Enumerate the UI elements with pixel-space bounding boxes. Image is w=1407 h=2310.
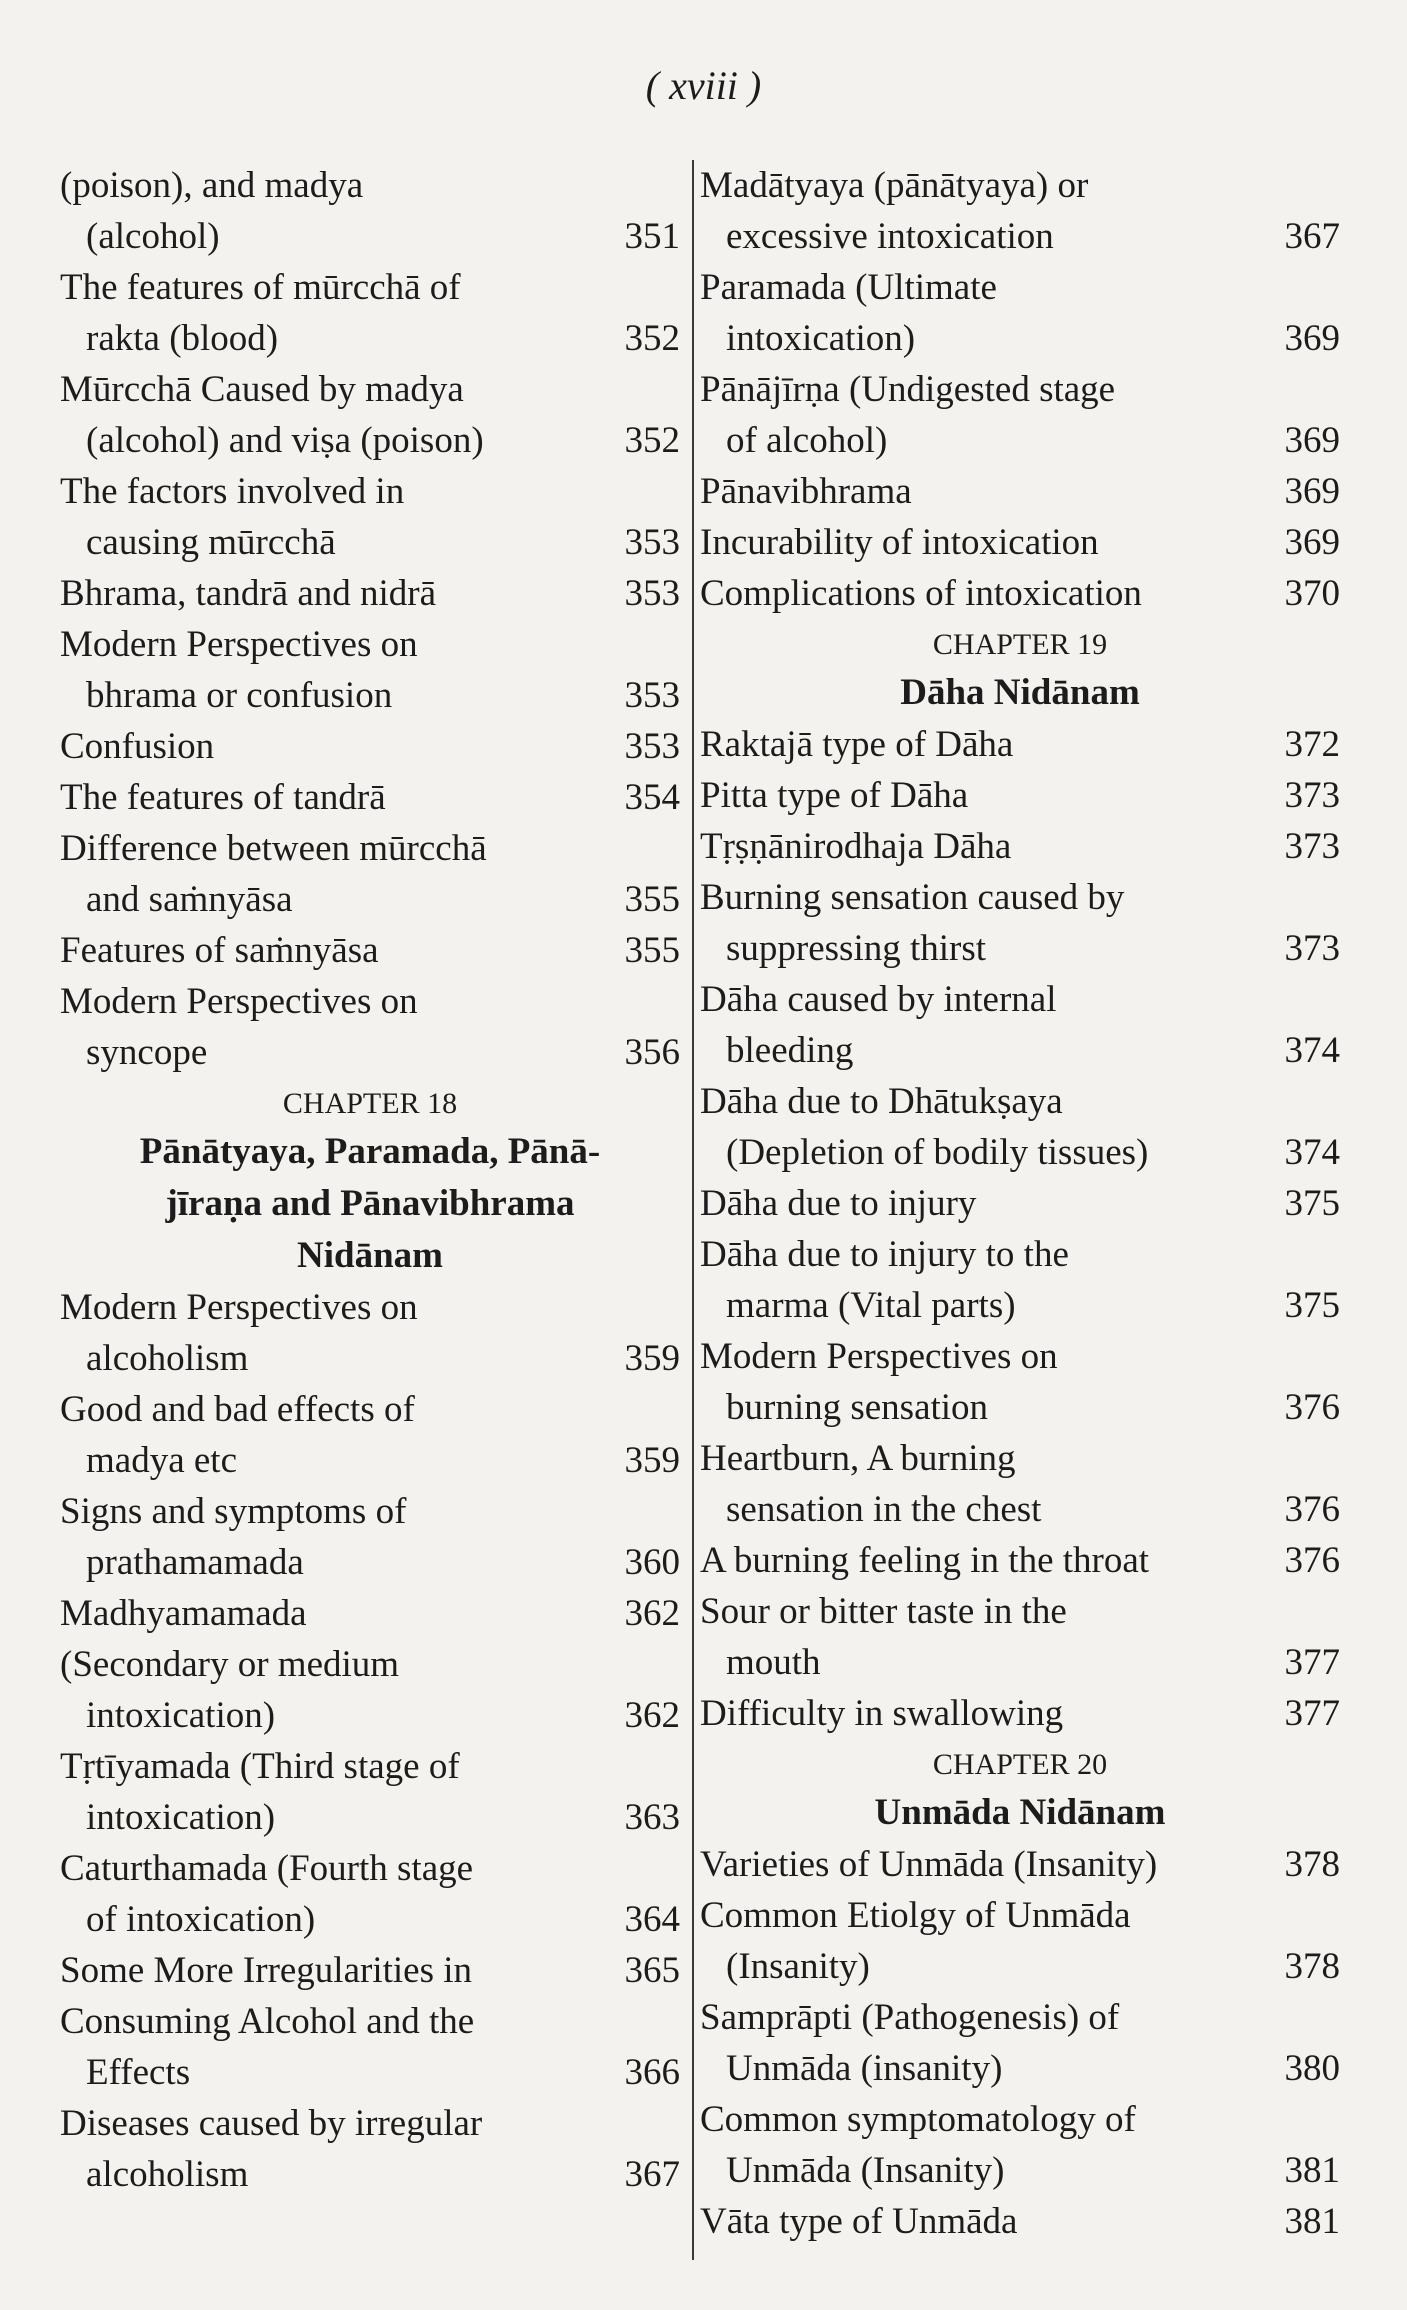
entry-text: A burning feeling in the throat [700, 1540, 1150, 1581]
page-ref: 377 [1284, 1693, 1340, 1734]
entry-text: rakta (blood) [86, 318, 279, 359]
entry-text: The features of tandrā [60, 777, 386, 818]
page-ref: 360 [624, 1542, 680, 1583]
page-ref: 370 [1284, 573, 1340, 614]
entry-text: Samprāpti (Pathogenesis) of [700, 1997, 1120, 2038]
toc-entry [700, 517, 1340, 568]
toc-entry [60, 1996, 680, 2098]
toc-entry [700, 466, 1340, 517]
entry-text: Unmāda (Insanity) [726, 2150, 1005, 2191]
page-ref: 359 [624, 1440, 680, 1481]
left-column [60, 160, 680, 2200]
chapter-title-line: Pānātyaya, Paramada, Pānā- [139, 1131, 601, 1172]
entry-text: Modern Perspectives on [60, 981, 418, 1022]
page-ref: 381 [1284, 2201, 1340, 2242]
toc-entry [60, 619, 680, 721]
right-column [700, 160, 1340, 2247]
entry-text: Mūrcchā Caused by madya [60, 369, 464, 410]
column-divider [692, 160, 694, 2260]
page-ref: 373 [1284, 928, 1340, 969]
page-ref: 381 [1284, 2150, 1340, 2191]
entry-text: Some More Irregularities in [60, 1950, 473, 1991]
entry-text: (poison), and madya [60, 165, 364, 206]
page-ref: 351 [624, 216, 680, 257]
toc-entry [60, 721, 680, 772]
entry-text: intoxication) [86, 1695, 276, 1736]
entry-text: Raktajā type of Dāha [700, 724, 1014, 765]
page-ref: 353 [624, 726, 680, 767]
toc-entry [700, 364, 1340, 466]
page-ref: 366 [624, 2052, 680, 2093]
entry-text: Burning sensation caused by [700, 877, 1125, 918]
toc-entry [60, 466, 680, 568]
entry-text: bleeding [726, 1030, 854, 1071]
entry-text: Dāha caused by internal [700, 979, 1057, 1020]
page-ref: 363 [624, 1797, 680, 1838]
toc-entry [700, 2196, 1340, 2247]
toc-entry [60, 1843, 680, 1945]
entry-text: burning sensation [726, 1387, 989, 1428]
toc-entry [700, 1331, 1340, 1433]
page-ref: 374 [1284, 1132, 1340, 1173]
chapter-label: CHAPTER 19 [932, 628, 1108, 661]
page-ref: 352 [624, 420, 680, 461]
chapter-title: Dāha Nidānam [900, 672, 1140, 713]
page-ref: 365 [624, 1950, 680, 1991]
entry-text: Confusion [60, 726, 215, 767]
entry-text: Caturthamada (Fourth stage [60, 1848, 474, 1889]
entry-text: alcoholism [86, 2154, 249, 2195]
page-ref: 378 [1284, 1946, 1340, 1987]
toc-entry [60, 1741, 680, 1843]
entry-text: (alcohol) and viṣa (poison) [86, 420, 484, 461]
toc-entry [60, 1384, 680, 1486]
toc-entry [60, 823, 680, 925]
entry-text: Difficulty in swallowing [700, 1693, 1064, 1734]
entry-text: The factors involved in [60, 471, 405, 512]
entry-text: bhrama or confusion [86, 675, 393, 716]
page-ref: 354 [624, 777, 680, 818]
entry-text: Good and bad effects of [60, 1389, 415, 1430]
page-ref: 355 [624, 879, 680, 920]
toc-entry [700, 974, 1340, 1076]
page-ref: 352 [624, 318, 680, 359]
toc-entry [700, 2094, 1340, 2196]
page-number: ( xviii ) [645, 63, 762, 108]
toc-entry [700, 1688, 1340, 1739]
entry-text: Madhyamamada [60, 1593, 307, 1634]
page-ref: 377 [1284, 1642, 1340, 1683]
entry-text: Pitta type of Dāha [700, 775, 969, 816]
entry-text: Modern Perspectives on [60, 1287, 418, 1328]
entry-text: causing mūrcchā [86, 522, 336, 563]
entry-text: Common symptomatology of [700, 2099, 1136, 2140]
toc-entry [700, 1433, 1340, 1535]
toc-entry [700, 719, 1340, 770]
toc-entry [60, 160, 680, 262]
page-ref: 380 [1284, 2048, 1340, 2089]
entry-text: Modern Perspectives on [700, 1336, 1058, 1377]
entry-text: Modern Perspectives on [60, 624, 418, 665]
toc-entry [60, 1639, 680, 1741]
toc-entry [700, 770, 1340, 821]
toc-entry [700, 262, 1340, 364]
entry-text: Dāha due to injury to the [700, 1234, 1069, 1275]
entry-text: (alcohol) [86, 216, 220, 257]
toc-entry [700, 1992, 1340, 2094]
entry-text: Diseases caused by irregular [60, 2103, 483, 2144]
toc-entry [60, 1588, 680, 1639]
toc-entry [60, 2098, 680, 2200]
toc-entry [60, 1282, 680, 1384]
entry-text: The features of mūrcchā of [60, 267, 461, 308]
toc-entry [700, 1178, 1340, 1229]
entry-text: Dāha due to Dhātukṣaya [700, 1081, 1063, 1122]
entry-text: Consuming Alcohol and the [60, 2001, 475, 2042]
page-ref: 364 [624, 1899, 680, 1940]
toc-entry [60, 1945, 680, 1996]
entry-text: Difference between mūrcchā [60, 828, 487, 869]
entry-text: alcoholism [86, 1338, 249, 1379]
page-ref: 375 [1284, 1285, 1340, 1326]
entry-text: Incurability of intoxication [700, 522, 1099, 563]
page-ref: 376 [1284, 1540, 1340, 1581]
entry-text: Varieties of Unmāda (Insanity) [700, 1844, 1158, 1885]
toc-entry [60, 925, 680, 976]
entry-text: (Insanity) [726, 1946, 870, 1987]
entry-text: Tṛṣṇānirodhaja Dāha [700, 826, 1012, 867]
entry-text: Dāha due to injury [700, 1183, 977, 1224]
page-ref: 378 [1284, 1844, 1340, 1885]
toc-entry [700, 821, 1340, 872]
chapter-label: CHAPTER 20 [932, 1748, 1108, 1781]
entry-text: prathamamada [86, 1542, 304, 1583]
entry-text: mouth [726, 1642, 821, 1683]
page-ref: 359 [624, 1338, 680, 1379]
page-ref: 374 [1284, 1030, 1340, 1071]
page-ref: 369 [1284, 318, 1340, 359]
page-ref: 376 [1284, 1489, 1340, 1530]
chapter-title: Unmāda Nidānam [874, 1792, 1166, 1833]
page-ref: 355 [624, 930, 680, 971]
entry-text: sensation in the chest [726, 1489, 1042, 1530]
entry-text: of alcohol) [726, 420, 888, 461]
entry-text: of intoxication) [86, 1899, 316, 1940]
toc-entry [700, 160, 1340, 262]
entry-text: Effects [86, 2052, 191, 2093]
entry-text: Features of saṁnyāsa [60, 930, 379, 971]
page-ref: 356 [624, 1032, 680, 1073]
toc-entry [700, 1890, 1340, 1992]
page-ref: 362 [624, 1593, 680, 1634]
entry-text: marma (Vital parts) [726, 1285, 1016, 1326]
chapter-title-line: jīraṇa and Pānavibhrama [165, 1183, 575, 1224]
page-ref: 369 [1284, 420, 1340, 461]
page-ref: 369 [1284, 522, 1340, 563]
page-ref: 369 [1284, 471, 1340, 512]
toc-entry [60, 976, 680, 1078]
entry-text: and saṁnyāsa [86, 879, 293, 920]
page-ref: 373 [1284, 775, 1340, 816]
toc-entry [700, 1535, 1340, 1586]
chapter-label: CHAPTER 18 [282, 1087, 458, 1120]
page-ref: 372 [1284, 724, 1340, 765]
page-ref: 353 [624, 522, 680, 563]
entry-text: madya etc [86, 1440, 237, 1481]
entry-text: Sour or bitter taste in the [700, 1591, 1067, 1632]
entry-text: Bhrama, tandrā and nidrā [60, 573, 437, 614]
entry-text: Madātyaya (pānātyaya) or [700, 165, 1089, 206]
entry-text: Vāta type of Unmāda [700, 2201, 1018, 2242]
entry-text: Pānājīrṇa (Undigested stage [700, 369, 1116, 410]
toc-entry [60, 568, 680, 619]
entry-text: (Secondary or medium [60, 1644, 400, 1685]
entry-text: (Depletion of bodily tissues) [726, 1132, 1149, 1173]
toc-entry [700, 1229, 1340, 1331]
page-ref: 353 [624, 573, 680, 614]
chapter-title [60, 1126, 680, 1282]
entry-text: syncope [86, 1032, 208, 1073]
entry-text: Heartburn, A burning [700, 1438, 1016, 1479]
entry-text: suppressing thirst [726, 928, 987, 969]
page-ref: 367 [1284, 216, 1340, 257]
toc-entry [700, 568, 1340, 619]
entry-text: Common Etiolgy of Unmāda [700, 1895, 1131, 1936]
chapter-title-line: Nidānam [297, 1235, 443, 1276]
page-ref: 373 [1284, 826, 1340, 867]
page-ref: 353 [624, 675, 680, 716]
toc-entry [60, 262, 680, 364]
page-ref: 367 [624, 2154, 680, 2195]
entry-text: Tṛtīyamada (Third stage of [60, 1746, 460, 1787]
toc-entry [700, 1839, 1340, 1890]
page-ref: 375 [1284, 1183, 1340, 1224]
entry-text: intoxication) [86, 1797, 276, 1838]
entry-text: Pānavibhrama [700, 471, 912, 512]
toc-entry [60, 364, 680, 466]
toc-entry [60, 1486, 680, 1588]
entry-text: Unmāda (insanity) [726, 2048, 1003, 2089]
entry-text: intoxication) [726, 318, 916, 359]
entry-text: excessive intoxication [726, 216, 1054, 257]
page-ref: 362 [624, 1695, 680, 1736]
entry-text: Paramada (Ultimate [700, 267, 997, 308]
page-ref: 376 [1284, 1387, 1340, 1428]
toc-entry [60, 772, 680, 823]
toc-entry [700, 872, 1340, 974]
entry-text: Complications of intoxication [700, 573, 1142, 614]
toc-entry [700, 1076, 1340, 1178]
entry-text: Signs and symptoms of [60, 1491, 407, 1532]
toc-entry [700, 1586, 1340, 1688]
